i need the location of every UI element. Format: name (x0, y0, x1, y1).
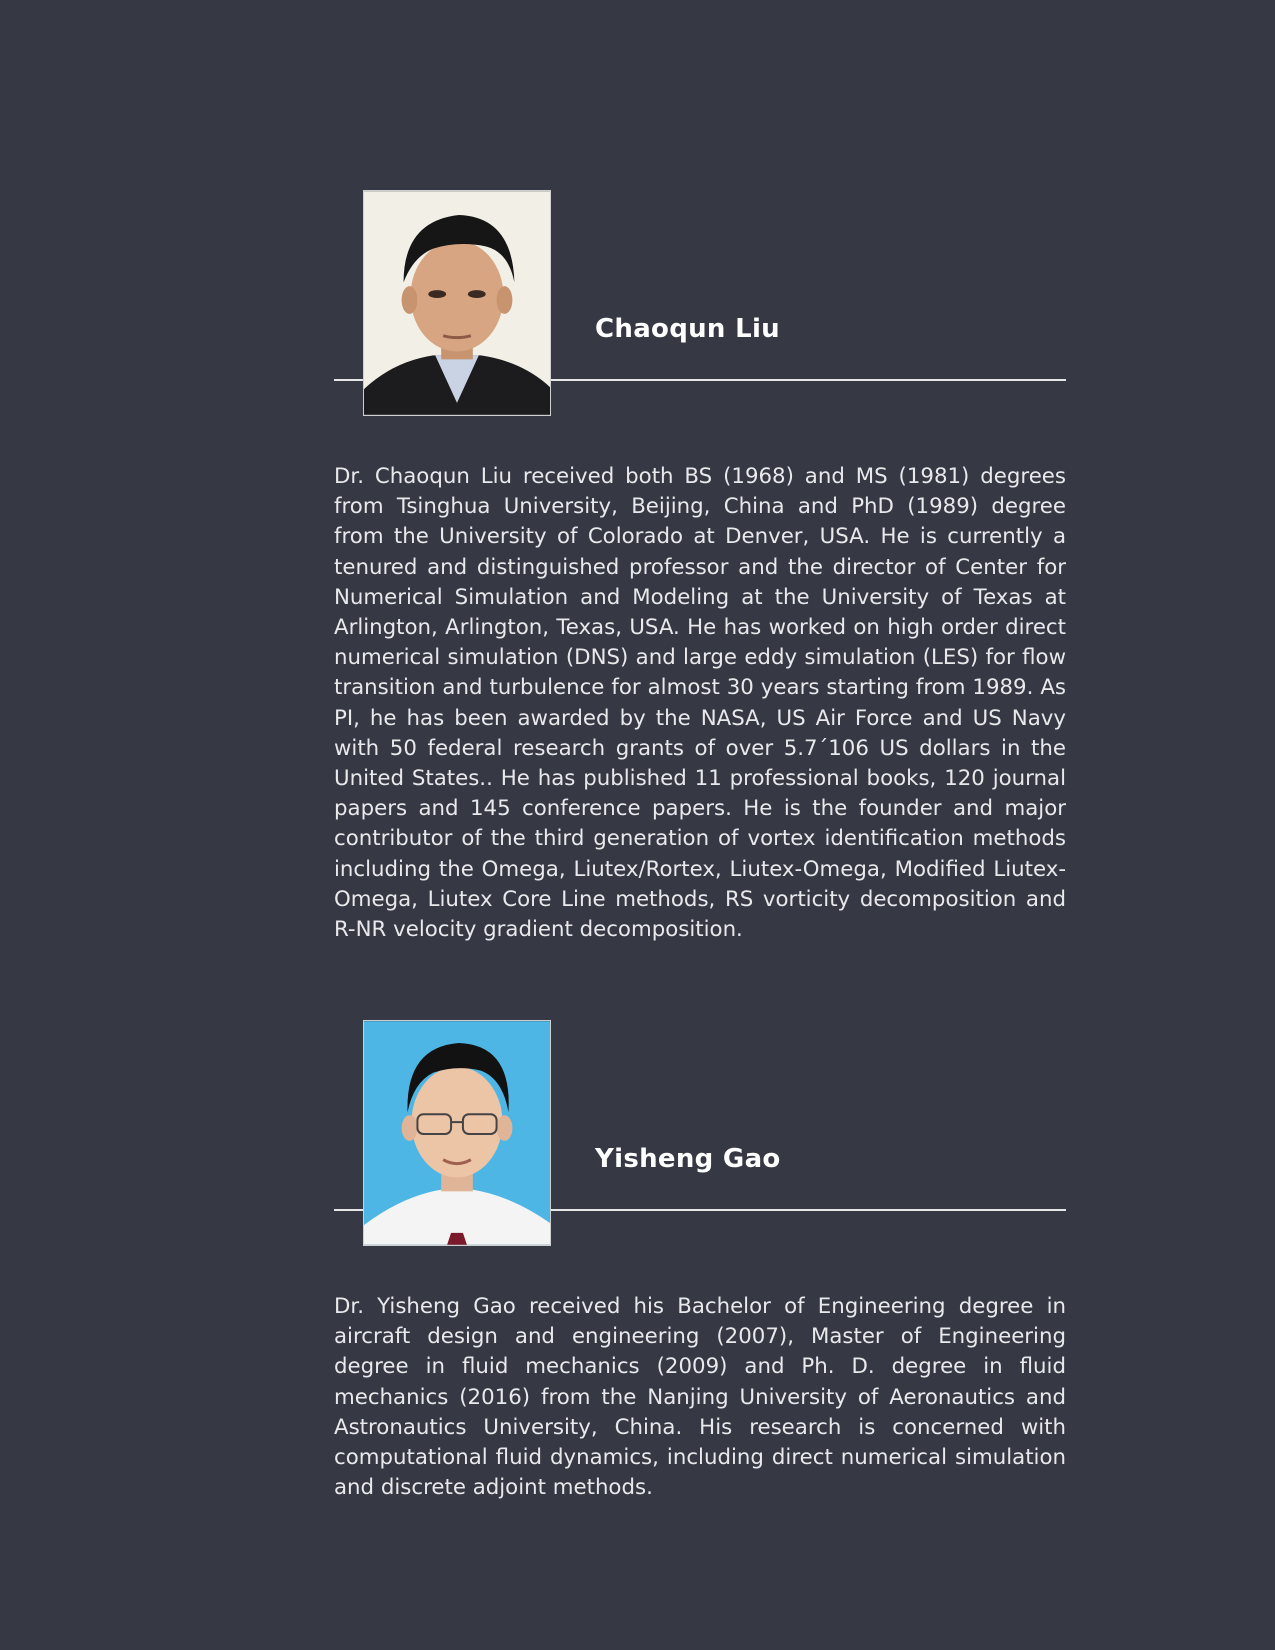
portrait-image (364, 191, 550, 415)
author-name: Chaoqun Liu (595, 314, 780, 344)
portrait-image (364, 1021, 550, 1245)
author-profile (334, 1020, 1066, 1503)
author-biography: Dr. Chaoqun Liu received both BS (1968) and MS (1981) degrees from Tsinghua University, Beijing, China and PhD (1989) degree from the University of Colorado at Denver, USA. He is currently a tenured and distinguished professor and the director of Center for Numerical Simulation and Modeling at the University of Texas at Arlington, Arlington, Texas, USA. He has worked on high order direct numerical simulation (DNS) and large eddy simulation (LES) for flow transition and turbulence for almost 30 years starting from 1989. As PI, he has been awarded by the NASA, US Air Force and US Navy with 50 federal research grants of over 5.7´106 US dollars in the United States.. He has published 11 professional books, 120 journal papers and 145 conference papers. He is the founder and major contributor of the third generation of vortex identification methods including the Omega, Liutex/Rortex, Liutex-Omega, Modified Liutex-Omega, Liutex Core Line methods, RS vorticity decomposition and R-NR velocity gradient decomposition. (334, 464, 1066, 943)
author-header (334, 190, 1066, 420)
author-header (334, 1020, 1066, 1250)
author-biography: Dr. Yisheng Gao received his Bachelor of Engineering degree in aircraft design and engineering (2007), Master of Engineering degree in fluid mechanics (2009) and Ph. D. degree in fluid mechanics (2016) from the Nanjing University of Aeronautics and Astronautics University, China. His research is concerned with computational fluid dynamics, including direct numerical simulation and discrete adjoint methods. (334, 1294, 1066, 1501)
author-name: Yisheng Gao (595, 1144, 781, 1174)
author-portrait-photo (363, 190, 551, 416)
author-profile (334, 190, 1066, 945)
author-portrait-photo (363, 1020, 551, 1246)
